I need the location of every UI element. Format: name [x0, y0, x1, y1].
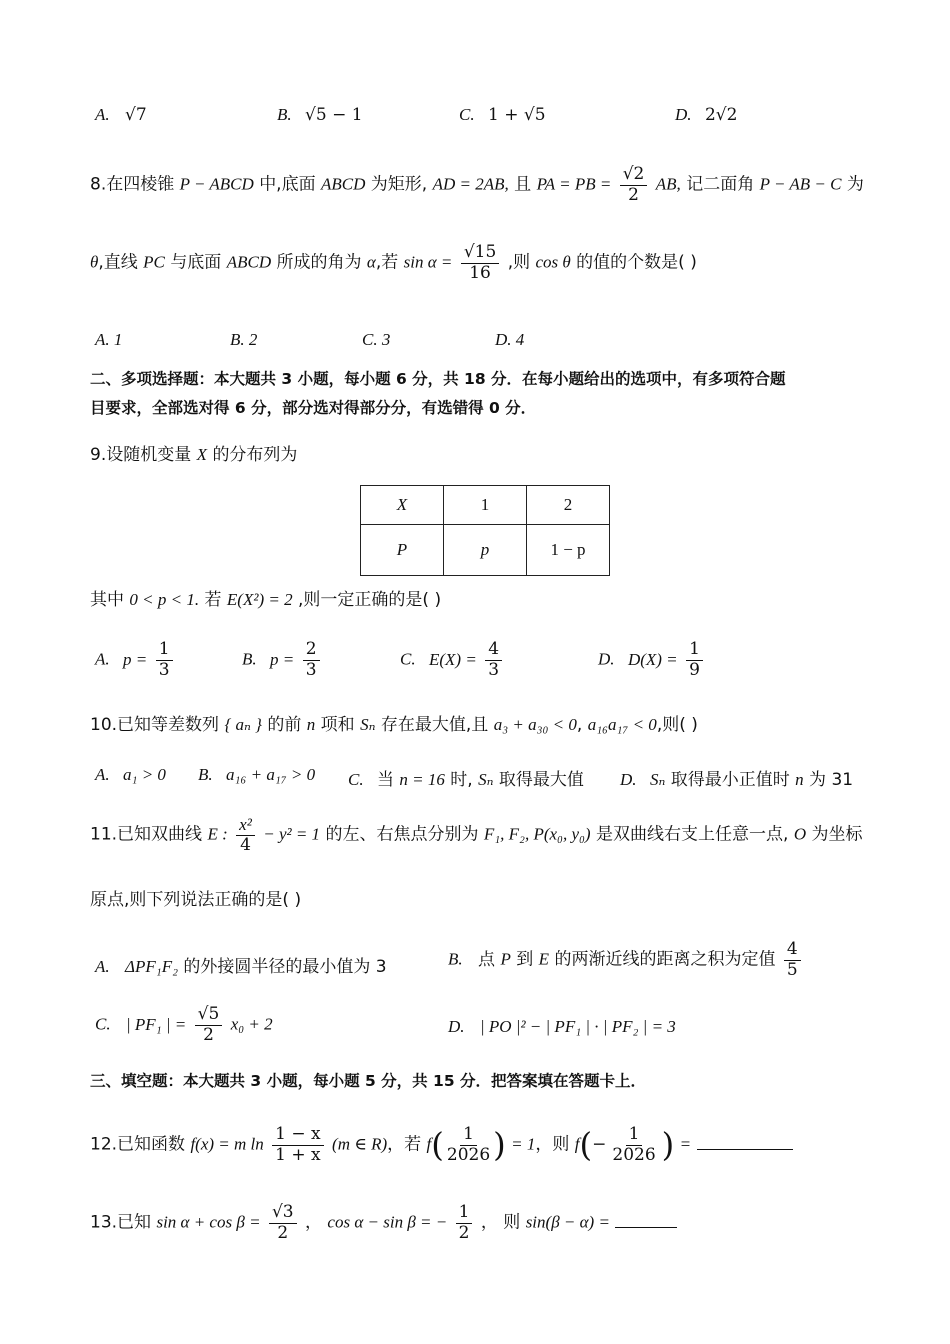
fraction-numerator: 1	[460, 1125, 477, 1146]
q8-stem-line2	[90, 243, 697, 283]
option-math: Sₙ	[649, 770, 666, 789]
option-text: 点	[478, 949, 496, 970]
table-cell: X	[361, 486, 444, 525]
fraction-numerator: x²	[236, 815, 255, 836]
answer-blank[interactable]	[615, 1227, 677, 1228]
fraction-denominator: 9	[689, 659, 700, 680]
option-text: 的外接圆半径的最小值为 3	[183, 957, 387, 977]
option-label: A.	[95, 765, 110, 784]
table-row	[361, 486, 610, 525]
table-row	[361, 525, 610, 576]
q8-math: PC	[143, 252, 165, 272]
q8-math: cos θ	[535, 252, 571, 272]
option-fraction	[784, 940, 801, 980]
q13-math: cos α − sin β = −	[327, 1212, 448, 1232]
fraction-numerator: 2	[303, 640, 320, 661]
fraction-numerator: √2	[620, 165, 648, 186]
q12-math: f	[574, 1134, 580, 1154]
option-fraction	[686, 640, 703, 680]
q12-math: f(x) = m ln	[190, 1134, 264, 1154]
q10-text: 存在最大值,且	[380, 715, 489, 735]
option-math: n	[795, 770, 804, 789]
q13-text: ，	[305, 1212, 323, 1233]
q8-stem-line1	[90, 165, 864, 205]
q8-math: ABCD	[321, 174, 366, 194]
q12-math: =	[679, 1134, 692, 1154]
option-math: Sₙ	[478, 770, 494, 789]
q8-math: AB,	[655, 174, 681, 194]
option-math: a₁₆ + a₁₇ > 0	[226, 765, 316, 784]
q9-math: E(X²) = 2	[226, 590, 293, 609]
q8-text: ,则	[507, 252, 531, 273]
option-label: D.	[448, 1017, 465, 1036]
fraction-numerator: √15	[461, 243, 499, 264]
q10-math: { aₙ }	[224, 715, 262, 734]
q13-text: 则	[503, 1212, 521, 1233]
q11-fraction	[236, 815, 255, 855]
distribution-table	[360, 485, 610, 576]
fraction-numerator: 1	[626, 1125, 643, 1146]
option-fraction	[303, 640, 320, 680]
option-label: A.	[95, 105, 110, 124]
option-math: n = 16	[399, 770, 445, 789]
fraction-numerator: 4	[784, 940, 801, 961]
option-label: B.	[198, 765, 213, 784]
fraction-denominator: 2026	[612, 1144, 656, 1165]
q10-text: 的前	[267, 715, 302, 735]
fraction-denominator: 2	[628, 184, 639, 205]
q11-math: E :	[207, 824, 228, 844]
option-label: D.	[598, 649, 615, 669]
option-math: E(X) =	[429, 649, 477, 669]
q11-stem-line1	[90, 815, 863, 855]
q13-math: sin(β − α) =	[525, 1212, 610, 1232]
option-label: B.	[448, 949, 463, 969]
option-text: 的两渐近线的距离之积为定值	[554, 949, 776, 970]
fraction-denominator: 4	[240, 834, 251, 855]
q8-math: ABCD	[226, 252, 272, 272]
q8-option-c: C. 3	[362, 330, 391, 349]
q13-stem	[90, 1203, 677, 1243]
option-text: 取得最大值	[498, 770, 584, 790]
q9-condition	[90, 590, 441, 610]
option-math: a₁ > 0	[123, 765, 166, 784]
fraction-numerator: √3	[269, 1203, 297, 1224]
q11-option-b	[448, 940, 804, 980]
q8-option-a: A. 1	[95, 330, 123, 349]
q9-option-c	[400, 640, 505, 680]
q10-text: ,则( )	[656, 715, 698, 735]
fraction-denominator: 2	[458, 1222, 470, 1243]
q9-math: 0 < p < 1.	[129, 590, 200, 609]
option-math: | PO |² − | PF₁ | · | PF₂ | = 3	[479, 1017, 676, 1036]
table-cell: p	[444, 525, 527, 576]
q10-option-d	[620, 765, 853, 790]
fraction-denominator: 2	[277, 1222, 289, 1243]
q9-text: ,则一定正确的是( )	[298, 590, 442, 610]
option-label: C.	[400, 649, 416, 669]
q9-option-b	[242, 640, 323, 680]
option-fraction	[485, 640, 502, 680]
q11-math: F₁, F₂, P(x₀, y₀)	[483, 824, 591, 844]
q8-math: P − AB − C	[759, 174, 842, 194]
q8-text: ,直线	[98, 252, 138, 273]
q13-text: ，	[480, 1212, 498, 1233]
q13-math: sin α + cos β =	[156, 1212, 261, 1232]
q7-option-d	[675, 105, 737, 125]
fraction-denominator: 3	[488, 659, 500, 680]
q12-text: ，若	[387, 1134, 422, 1155]
q12-stem: 12.已知函数 f(x) = m ln $\frac{1 - x}{1 + x}$ (m ∈ R)，若 f( $\frac{1}{2026}$ ) = 1，则 f(− $\frac{1}{2026}$ ) =	[90, 1125, 793, 1165]
table-cell: 1	[444, 486, 527, 525]
q10-math: a₃ + a₃₀ < 0	[493, 715, 577, 734]
q11-stem-line2: 原点,则下列说法正确的是( )	[90, 890, 302, 910]
q7-option-b	[277, 105, 363, 125]
q8-text: ,若	[375, 252, 399, 273]
option-text: 为 31	[809, 770, 854, 790]
q8-text: 为	[846, 174, 864, 195]
q12-fraction	[444, 1125, 493, 1165]
fraction-numerator: 1	[686, 640, 703, 661]
q8-option-b: B. 2	[230, 330, 258, 349]
option-label: A.	[95, 649, 110, 669]
q11-math: − y² = 1	[263, 824, 321, 844]
fraction-denominator: 3	[158, 659, 170, 680]
q9-text: 若	[204, 590, 222, 610]
q9-option-d	[598, 640, 706, 680]
q8-text: 中,底面	[259, 174, 316, 195]
q10-math: n	[306, 715, 316, 734]
q11-option-d	[448, 1017, 676, 1037]
fraction-denominator: 16	[469, 262, 491, 283]
q10-math: Sₙ	[360, 715, 376, 734]
q10-text: 项和	[320, 715, 355, 735]
q10-option-b	[198, 765, 315, 785]
option-label: B.	[242, 649, 257, 669]
fraction-denominator: 2	[203, 1024, 214, 1045]
option-text: 2√2	[704, 105, 738, 125]
q12-math: −	[592, 1134, 607, 1155]
q11-text: 的左、右焦点分别为	[325, 824, 479, 845]
q12-math: (m ∈ R)	[332, 1134, 388, 1154]
option-math: ΔPF₁F₂	[125, 957, 178, 976]
option-label: C.	[95, 1014, 111, 1034]
answer-blank[interactable]	[697, 1149, 793, 1150]
q11-text: 为坐标	[811, 824, 863, 845]
q13-fraction	[269, 1203, 297, 1243]
fraction-numerator: √5	[195, 1005, 223, 1026]
option-text: √7	[125, 105, 147, 125]
q8-math: P − ABCD	[179, 174, 254, 194]
option-math: E	[538, 949, 550, 969]
table-cell: 2	[527, 486, 610, 525]
q9-text: 9.设随机变量	[90, 445, 192, 465]
option-math: p =	[270, 649, 295, 669]
option-label: A.	[95, 957, 110, 976]
q9-text: 的分布列为	[212, 445, 298, 465]
q8-text: 与底面	[170, 252, 222, 273]
q9-math: X	[196, 445, 208, 464]
fraction-denominator: 2026	[446, 1144, 491, 1165]
q12-fraction	[609, 1125, 658, 1165]
q8-text: 的值的个数是( )	[576, 252, 697, 273]
q9-option-a	[95, 640, 176, 680]
q10-stem	[90, 715, 698, 735]
q10-option-c	[348, 765, 584, 790]
q9-stem	[90, 445, 297, 465]
q11-math: O	[793, 824, 807, 844]
fraction-numerator: 1	[456, 1203, 473, 1224]
q8-math: AD = 2AB,	[432, 174, 509, 194]
option-label: B.	[277, 105, 292, 124]
fraction-numerator: 1 − x	[272, 1125, 323, 1146]
q11-option-a	[95, 952, 387, 977]
q13-text: 13.已知	[90, 1212, 152, 1233]
section2-heading-line2: 目要求，全部选对得 6 分，部分选对得部分分，有选错得 0 分．	[90, 399, 537, 417]
option-math: p =	[123, 649, 148, 669]
option-text: 到	[516, 949, 534, 970]
section2-heading-line1: 二、多项选择题：本大题共 3 小题，每小题 6 分，共 18 分．在每小题给出的选项中，有多项符合题	[90, 370, 786, 388]
q7-option-a	[95, 105, 147, 125]
q8-math: θ	[90, 252, 99, 272]
option-label: D.	[675, 105, 692, 124]
q10-text: ,	[576, 715, 583, 735]
q8-text: 所成的角为	[276, 252, 362, 273]
q12-text: 12.已知函数	[90, 1134, 186, 1155]
option-text: 取得最小正值时	[670, 770, 790, 790]
q8-option-d: D. 4	[495, 330, 525, 349]
q12-math: = 1	[511, 1134, 536, 1154]
option-math: x₀ + 2	[230, 1014, 273, 1034]
q10-text: 10.已知等差数列	[90, 715, 220, 735]
q13-fraction	[456, 1203, 473, 1243]
fraction-denominator: 5	[786, 959, 798, 980]
q8-text: 记二面角	[686, 174, 755, 195]
option-text: 当	[377, 770, 394, 790]
q8-text: 8.在四棱锥	[90, 174, 175, 195]
option-label: C.	[459, 105, 475, 124]
fraction-denominator: 1 + x	[275, 1144, 321, 1165]
option-math: | PF₁ | =	[126, 1014, 187, 1034]
q8-sin-fraction	[461, 243, 499, 283]
section3-heading: 三、填空题：本大题共 3 小题，每小题 5 分，共 15 分．把答案填在答题卡上．	[90, 1072, 647, 1090]
q10-option-a	[95, 765, 166, 785]
fraction-numerator: 1	[156, 640, 173, 661]
option-math: P	[500, 949, 511, 969]
fraction-numerator: 4	[485, 640, 502, 661]
q10-math: a₁₆a₁₇ < 0	[587, 715, 657, 734]
option-text: √5 − 1	[305, 105, 363, 125]
q8-text: 为矩形,	[370, 174, 428, 195]
option-fraction	[156, 640, 173, 680]
q7-option-c	[459, 105, 546, 125]
q9-text: 其中	[90, 590, 124, 610]
q8-math: sin α =	[403, 252, 453, 272]
q12-math: f	[426, 1134, 432, 1154]
option-label: C.	[348, 770, 364, 789]
option-fraction	[195, 1005, 223, 1045]
q11-text: 是双曲线右支上任意一点,	[596, 824, 789, 845]
q12-text: ，则	[535, 1134, 570, 1155]
option-math: D(X) =	[627, 649, 678, 669]
option-label: D.	[620, 770, 637, 789]
option-text: 时,	[450, 770, 473, 790]
q11-text: 11.已知双曲线	[90, 824, 203, 845]
q8-math: PA = PB =	[536, 174, 612, 194]
q8-math: α	[366, 252, 376, 272]
option-text: 1 + √5	[488, 105, 546, 125]
q8-fraction	[620, 165, 648, 205]
fraction-denominator: 3	[305, 659, 317, 680]
table-cell: 1 − p	[527, 525, 610, 576]
q8-text: 且	[514, 174, 532, 195]
table-cell: P	[361, 525, 444, 576]
q11-option-c	[95, 1005, 273, 1045]
q12-fraction	[272, 1125, 323, 1165]
